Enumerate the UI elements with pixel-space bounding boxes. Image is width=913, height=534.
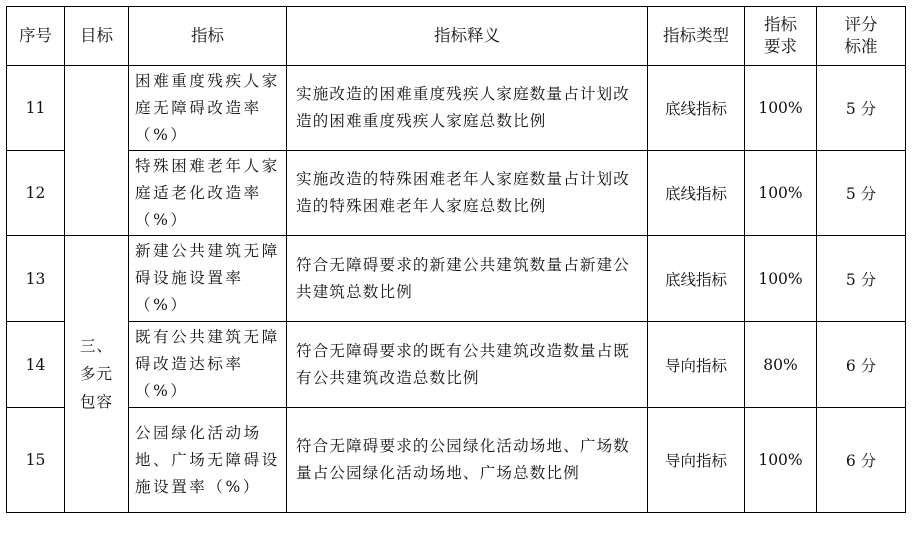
- header-definition: 指标释义: [287, 7, 648, 66]
- row-requirement: 80%: [745, 322, 817, 408]
- row-definition: 符合无障碍要求的既有公共建筑改造数量占既有公共建筑改造总数比例: [287, 322, 648, 408]
- header-score: [817, 7, 906, 66]
- goal-line2: 多元: [79, 365, 113, 383]
- row-requirement: 100%: [745, 151, 817, 236]
- row-score: 6 分: [817, 408, 906, 513]
- header-row: [7, 7, 906, 66]
- goal-line3: 包容: [79, 393, 113, 411]
- table-row: [7, 151, 906, 236]
- row-definition: 符合无障碍要求的新建公共建筑数量占新建公共建筑总数比例: [287, 236, 648, 322]
- header-score-line1: 评分: [844, 15, 878, 34]
- header-requirement-line1: 指标: [764, 15, 797, 34]
- row-score: 5 分: [817, 151, 906, 236]
- header-goal: 目标: [65, 7, 129, 66]
- row-type: 底线指标: [648, 151, 745, 236]
- row-score: 5 分: [817, 236, 906, 322]
- row-score: 5 分: [817, 66, 906, 151]
- row-seq: 14: [7, 322, 65, 408]
- row-type: 导向指标: [648, 408, 745, 513]
- table-row: [7, 322, 906, 408]
- header-type: 指标类型: [648, 7, 745, 66]
- header-score-line2: 标准: [844, 37, 878, 56]
- row-definition: 实施改造的困难重度残疾人家庭数量占计划改造的困难重度残疾人家庭总数比例: [287, 66, 648, 151]
- row-type: 导向指标: [648, 322, 745, 408]
- row-seq: 11: [7, 66, 65, 151]
- header-seq: 序号: [7, 7, 65, 66]
- row-definition: 符合无障碍要求的公园绿化活动场地、广场数量占公园绿化活动场地、广场总数比例: [287, 408, 648, 513]
- table-row: [7, 408, 906, 513]
- row-indicator: 公园绿化活动场地、广场无障碍设施设置率（%）: [129, 408, 287, 513]
- row-score: 6 分: [817, 322, 906, 408]
- row-requirement: 100%: [745, 66, 817, 151]
- goal-cell-empty: [65, 66, 129, 236]
- header-requirement: [745, 7, 817, 66]
- goal-cell: [65, 236, 129, 513]
- header-indicator: 指标: [129, 7, 287, 66]
- row-indicator: 困难重度残疾人家庭无障碍改造率（%）: [129, 66, 287, 151]
- row-requirement: 100%: [745, 408, 817, 513]
- row-seq: 12: [7, 151, 65, 236]
- goal-line1: 三、: [79, 337, 113, 355]
- row-type: 底线指标: [648, 66, 745, 151]
- row-seq: 13: [7, 236, 65, 322]
- row-seq: 15: [7, 408, 65, 513]
- row-indicator: 既有公共建筑无障碍改造达标率（%）: [129, 322, 287, 408]
- table-row: [7, 66, 906, 151]
- header-requirement-line2: 要求: [764, 37, 797, 56]
- row-definition: 实施改造的特殊困难老年人家庭数量占计划改造的特殊困难老年人家庭总数比例: [287, 151, 648, 236]
- table-row: [7, 236, 906, 322]
- row-type: 底线指标: [648, 236, 745, 322]
- row-requirement: 100%: [745, 236, 817, 322]
- indicator-table: [6, 6, 906, 513]
- row-indicator: 新建公共建筑无障碍设施设置率（%）: [129, 236, 287, 322]
- row-indicator: 特殊困难老年人家庭适老化改造率（%）: [129, 151, 287, 236]
